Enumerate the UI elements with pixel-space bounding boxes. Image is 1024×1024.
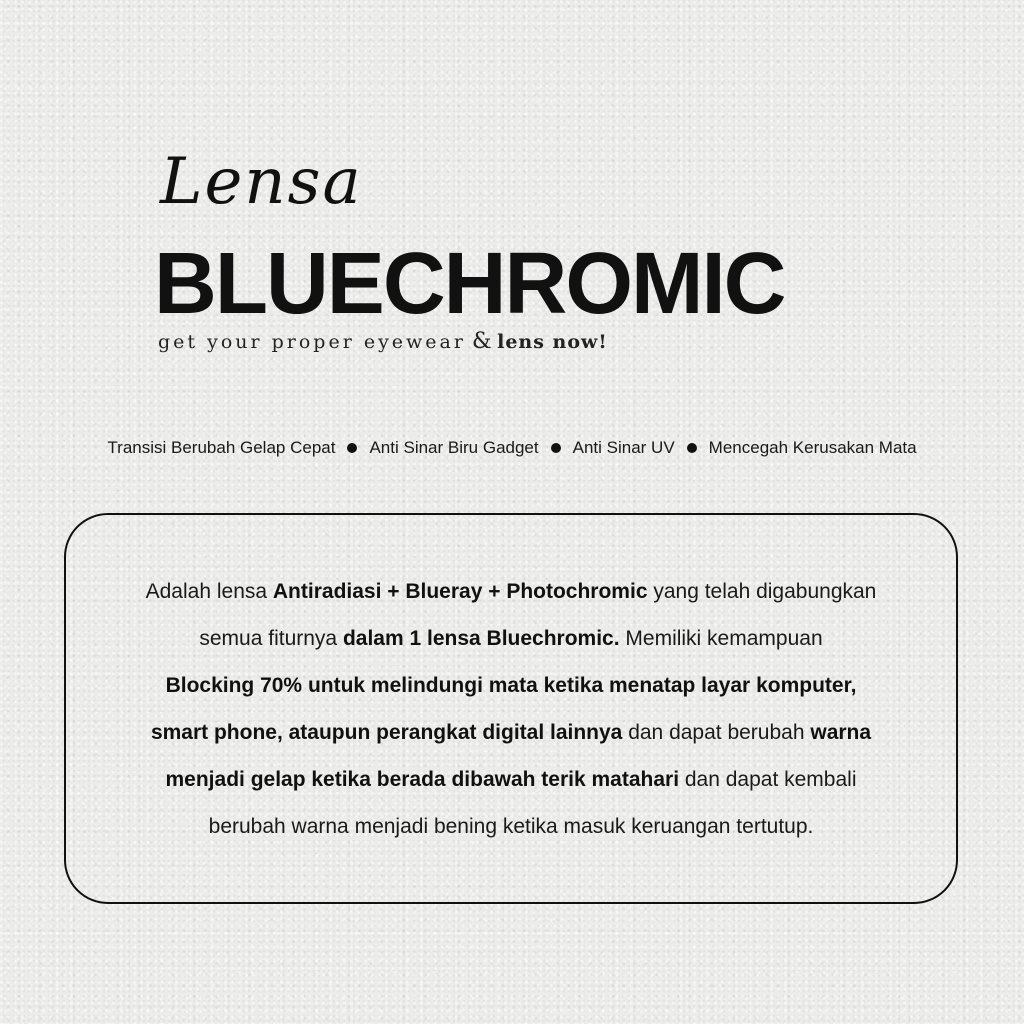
- tagline-ampersand: &: [471, 329, 492, 354]
- script-title: Lensa: [160, 145, 363, 219]
- bullet-dot-icon: [347, 443, 357, 453]
- description-line-6: [209, 803, 814, 850]
- description-line-2: [199, 615, 822, 662]
- description-line-1: [146, 568, 877, 615]
- description-line-4: [151, 709, 871, 756]
- description-text: dan dapat kembali: [679, 767, 857, 791]
- feature-item: Anti Sinar UV: [572, 438, 675, 457]
- tagline-light: get your proper eyewear: [158, 331, 466, 353]
- main-title: BLUECHROMIC: [154, 235, 785, 332]
- description-highlight: smart phone, ataupun perangkat digital lainnya: [150, 720, 623, 744]
- description-text: semua fiturnya: [199, 626, 343, 650]
- tagline: [158, 331, 608, 353]
- description-line-5: [166, 756, 857, 803]
- description-text: yang telah digabungkan: [647, 579, 877, 603]
- feature-item: Mencegah Kerusakan Mata: [708, 438, 917, 457]
- feature-item: Transisi Berubah Gelap Cepat: [107, 438, 336, 457]
- description-highlight: menjadi gelap ketika berada dibawah terik matahari: [165, 767, 680, 791]
- description-text: Adalah lensa: [145, 579, 273, 603]
- bullet-dot-icon: [687, 443, 697, 453]
- bullet-dot-icon: [551, 443, 561, 453]
- feature-item: Anti Sinar Biru Gadget: [369, 438, 539, 457]
- description-text: berubah warna menjadi bening ketika masuk keruangan tertutup.: [208, 814, 814, 838]
- description-highlight: dalam 1 lensa Bluechromic.: [342, 626, 620, 650]
- description-text: Memiliki kemampuan: [619, 626, 823, 650]
- description-highlight: Blocking 70% untuk melindungi mata ketika menatap layar komputer,: [165, 673, 857, 697]
- description-highlight: Antiradiasi + Blueray + Photochromic: [272, 579, 648, 603]
- tagline-bold: lens now!: [497, 331, 608, 353]
- features-bar: [0, 438, 1024, 458]
- description-line-3: [166, 662, 857, 709]
- description-text: dan dapat berubah: [622, 720, 811, 744]
- description-box: [64, 513, 958, 904]
- description-highlight: warna: [810, 720, 872, 744]
